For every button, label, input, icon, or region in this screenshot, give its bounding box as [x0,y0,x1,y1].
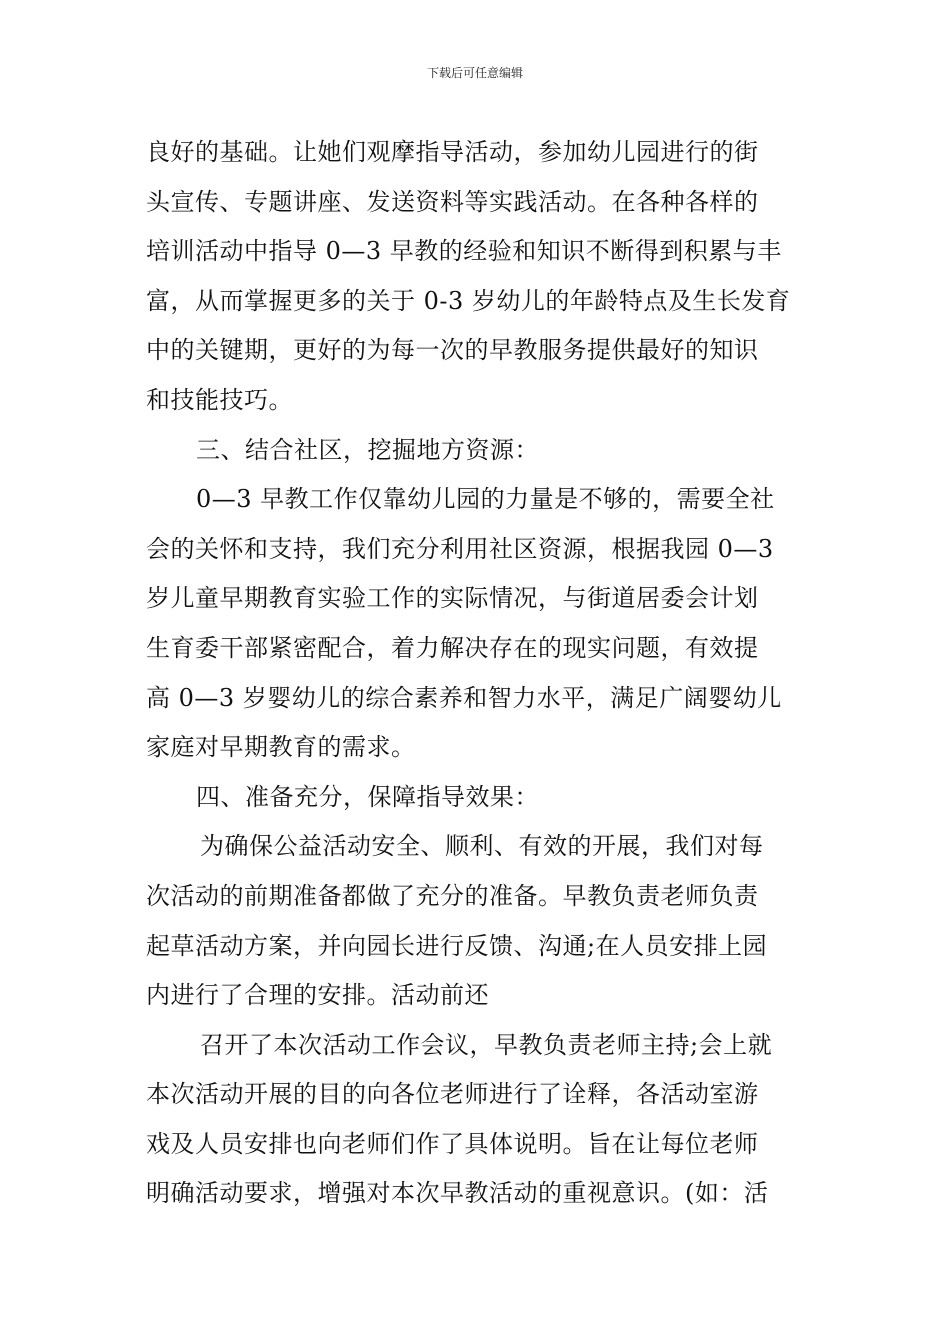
text-line: 良好的基础。让她们观摩指导活动，参加幼儿园进行的街 [146,138,759,166]
document-body [146,128,810,1219]
section-heading: 四、准备充分，保障指导效果： [196,782,539,811]
text-line: 高 0—3 岁婴幼儿的综合素养和智力水平，满足广阔婴幼儿 [146,683,782,712]
text-line: 会的关怀和支持，我们充分利用社区资源，根据我园 0—3 [146,534,774,563]
text-line: 培训活动中指导 0—3 早教的经验和知识不断得到积累与丰 [146,237,782,266]
text-line: 头宣传、专题讲座、发送资料等实践活动。在各种各样的 [146,187,759,216]
paragraph-start: 召开了本次活动工作会议，早教负责老师主持;会上就 [200,1030,773,1059]
text-line: 富，从而掌握更多的关于 0-3 岁幼儿的年龄特点及生长发育 [146,286,791,315]
text-line: 戏及人员安排也向老师们作了具体说明。旨在让每位老师 [146,1129,759,1158]
paragraph-start: 0—3 早教工作仅靠幼儿园的力量是不够的，需要全社 [196,485,775,514]
page-header: 下载后可任意编辑 [426,66,523,80]
text-line: 次活动的前期准备都做了充分的准备。早教负责老师负责 [146,881,759,910]
text-line: 生育委干部紧密配合，着力解决存在的现实问题，有效提 [146,633,759,662]
text-line: 内进行了合理的安排。活动前还 [146,981,489,1010]
text-line: 本次活动开展的目的向各位老师进行了诠释，各活动室游 [146,1080,759,1109]
section-heading: 三、结合社区，挖掘地方资源： [196,435,539,464]
text-line: 明确活动要求，增强对本次早教活动的重视意识。(如：活 [146,1179,769,1208]
text-line: 和技能技巧。 [146,385,293,414]
text-line: 起草活动方案，并向园长进行反馈、沟通;在人员安排上园 [146,931,768,960]
text-line: 家庭对早期教育的需求。 [146,733,416,762]
paragraph-start: 为确保公益活动安全、顺利、有效的开展，我们对每 [200,832,764,861]
text-line: 中的关键期，更好的为每一次的早教服务提供最好的知识 [146,336,759,365]
text-line: 岁儿童早期教育实验工作的实际情况，与街道居委会计划 [146,584,759,613]
